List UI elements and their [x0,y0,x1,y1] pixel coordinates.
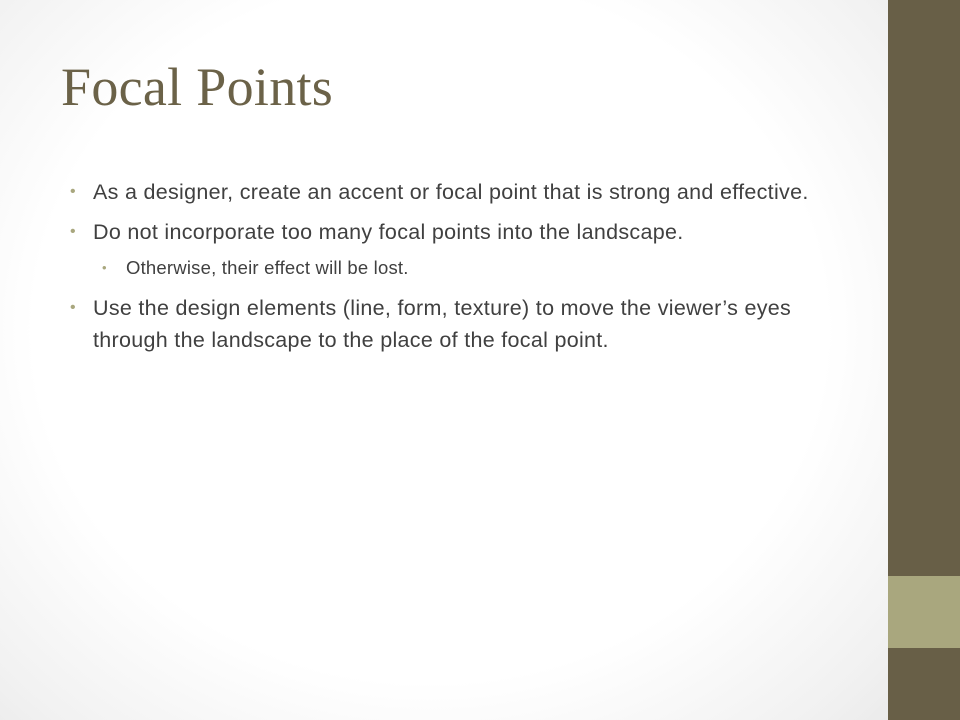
bullet-item [70,176,850,208]
bullet-item [70,216,850,248]
bullet-dot-icon: • [70,223,76,240]
bullet-text: Do not incorporate too many focal points into the landscape. [93,220,684,244]
bullet-item [70,292,850,356]
bullet-list [70,176,850,364]
sub-bullet-text: Otherwise, their effect will be lost. [126,257,409,278]
bullet-dot-icon: • [70,299,76,316]
bullet-dot-icon: • [70,183,76,200]
slide-title: Focal Points [61,57,334,117]
sidebar-accent-block [888,576,960,648]
bullet-text: Use the design elements (line, form, texture) to move the viewer’s eyes through the landscape to the place of the focal point. [93,296,792,352]
sub-bullet-item [70,254,850,282]
bullet-dot-icon: • [102,260,107,275]
bullet-text: As a designer, create an accent or focal point that is strong and effective. [93,180,809,204]
